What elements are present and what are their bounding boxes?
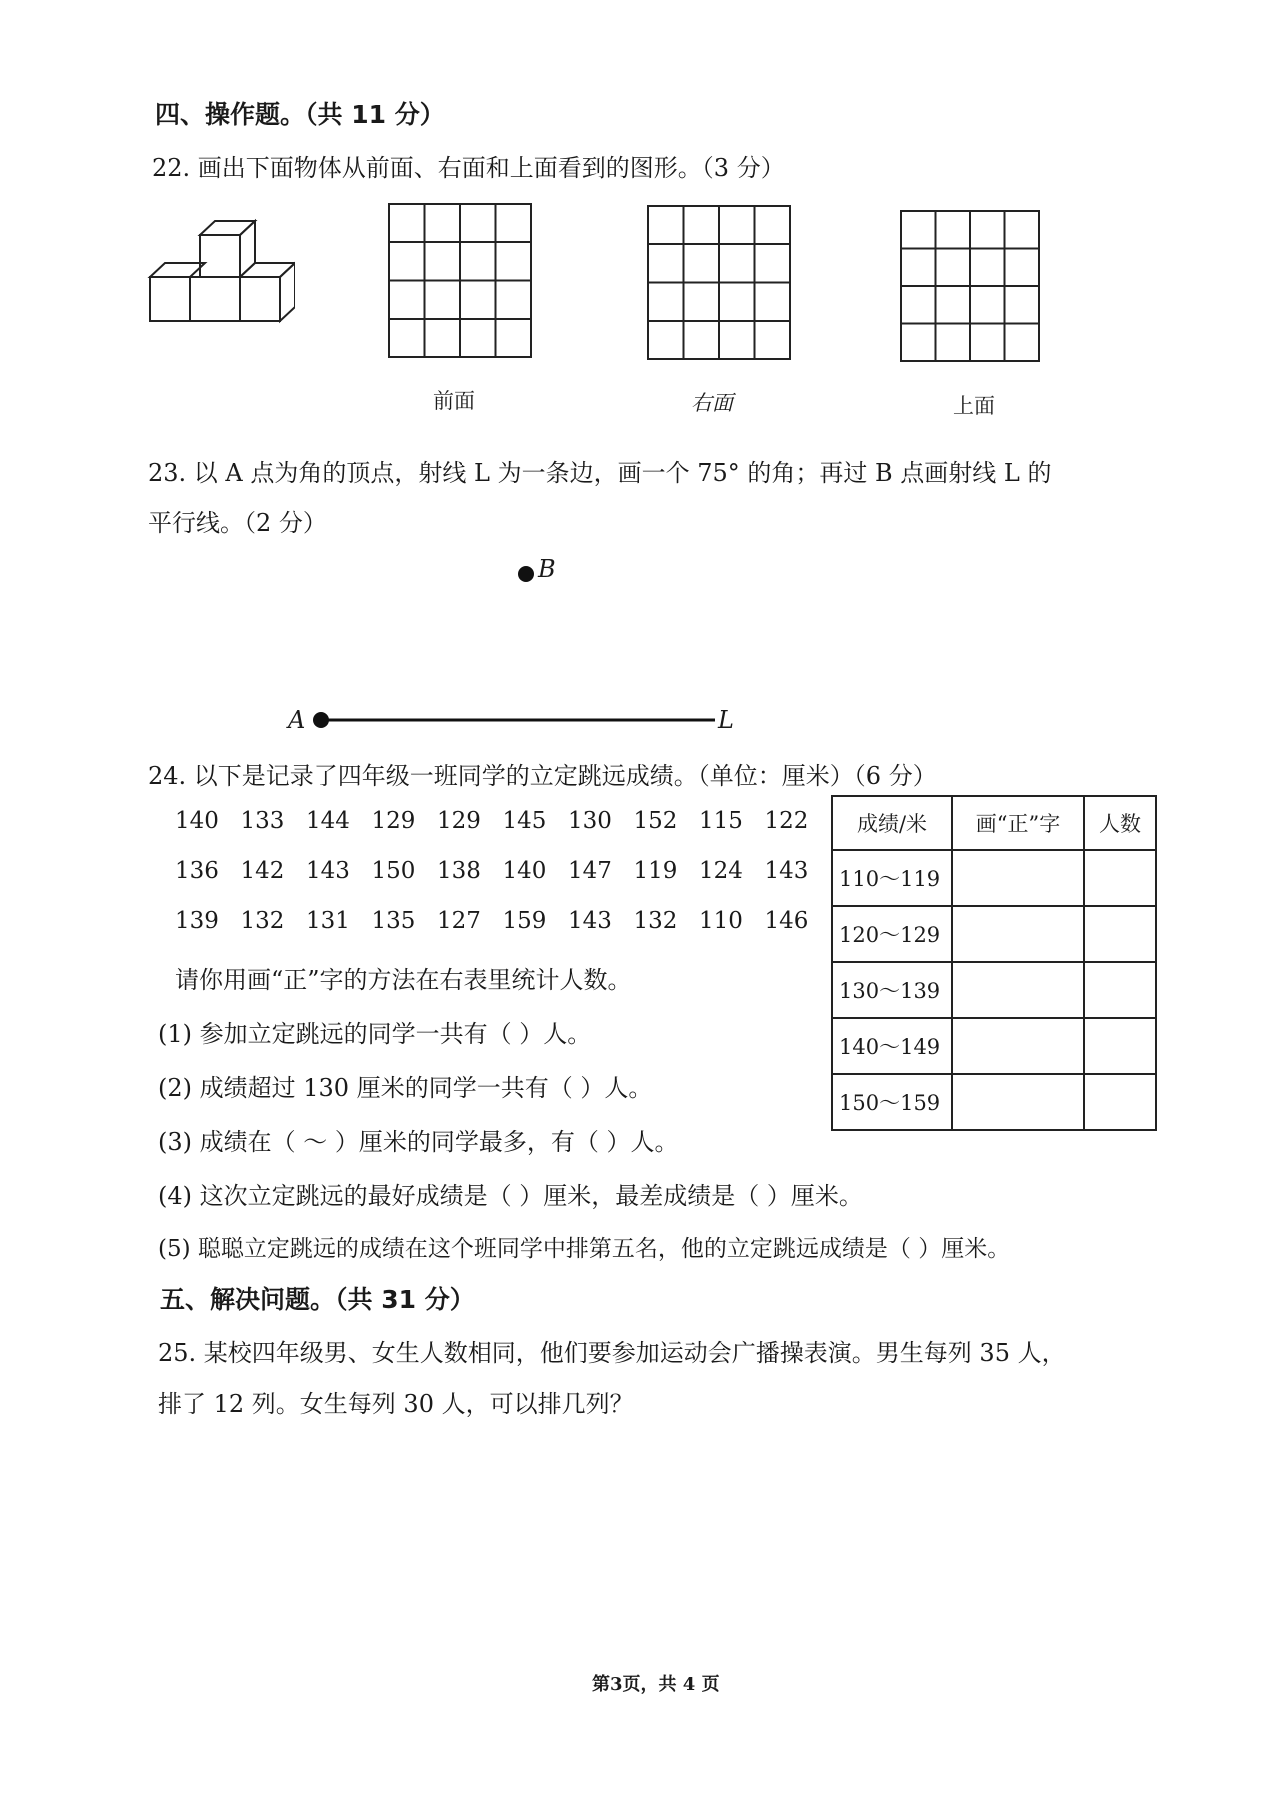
tally-table	[831, 795, 1157, 1131]
value: 142	[240, 858, 285, 884]
tally-cell[interactable]	[952, 962, 1084, 1018]
range-cell: 140～149	[832, 1018, 952, 1074]
data-row-2	[175, 858, 830, 884]
value: 144	[306, 808, 350, 834]
tally-cell[interactable]	[952, 906, 1084, 962]
range-cell: 150～159	[832, 1074, 952, 1130]
range-cell: 110～119	[832, 850, 952, 906]
point-b-label: B	[538, 555, 556, 583]
sub-question-5: (5) 聪聪立定跳远的成绩在这个班同学中排第五名，他的立定跳远成绩是（ ）厘米。	[158, 1236, 1011, 1262]
page-footer: 第3页，共 4 页	[592, 1674, 720, 1695]
question-22: 22. 画出下面物体从前面、右面和上面看到的图形。（3 分）	[152, 154, 785, 182]
header-count: 人数	[1084, 796, 1156, 850]
count-cell[interactable]	[1084, 1018, 1156, 1074]
point-b-dot	[515, 563, 537, 585]
value: 136	[175, 858, 219, 884]
tally-cell[interactable]	[952, 850, 1084, 906]
value: 147	[568, 858, 612, 884]
sub-question-2: (2) 成绩超过 130 厘米的同学一共有（ ）人。	[158, 1074, 653, 1102]
section-title-5: 五、解决问题。（共 31 分）	[160, 1285, 475, 1314]
value: 131	[306, 908, 350, 934]
value: 119	[633, 858, 678, 884]
value: 130	[568, 808, 612, 834]
sub-question-4: (4) 这次立定跳远的最好成绩是（ ）厘米，最差成绩是（ ）厘米。	[158, 1182, 863, 1210]
table-row	[832, 962, 1156, 1018]
value: 124	[699, 858, 743, 884]
question-23-line1: 23. 以 A 点为角的顶点，射线 L 为一条边，画一个 75° 的角；再过 B 点画射线 L 的	[148, 459, 1052, 487]
value: 138	[437, 858, 481, 884]
value: 132	[633, 908, 678, 934]
front-view-grid[interactable]	[388, 203, 532, 358]
cube-solid-figure	[145, 215, 295, 345]
value: 129	[371, 808, 416, 834]
table-row	[832, 1074, 1156, 1130]
header-tally: 画“正”字	[952, 796, 1084, 850]
label-top: 上面	[953, 394, 995, 418]
data-row-3	[175, 908, 830, 934]
value: 110	[699, 908, 743, 934]
value: 133	[240, 808, 285, 834]
label-right: 右面	[691, 391, 733, 415]
value: 143	[764, 858, 809, 884]
value: 150	[371, 858, 416, 884]
range-cell: 130～139	[832, 962, 952, 1018]
tally-cell[interactable]	[952, 1074, 1084, 1130]
data-row-1	[175, 808, 830, 834]
table-row	[832, 850, 1156, 906]
label-front: 前面	[433, 389, 475, 413]
count-cell[interactable]	[1084, 962, 1156, 1018]
sub-question-3: (3) 成绩在（ ～ ）厘米的同学最多，有（ ）人。	[158, 1128, 679, 1156]
value: 135	[371, 908, 416, 934]
header-score: 成绩/米	[832, 796, 952, 850]
ray-l-label: L	[718, 706, 734, 734]
point-a-label: A	[288, 706, 306, 734]
value: 127	[437, 908, 481, 934]
tally-cell[interactable]	[952, 1018, 1084, 1074]
value: 122	[764, 808, 809, 834]
range-cell: 120～129	[832, 906, 952, 962]
value: 140	[175, 808, 219, 834]
value: 132	[240, 908, 285, 934]
value: 146	[764, 908, 809, 934]
sub-question-1: (1) 参加立定跳远的同学一共有（ ）人。	[158, 1020, 592, 1048]
value: 143	[306, 858, 350, 884]
ray-l	[310, 708, 720, 732]
value: 115	[699, 808, 743, 834]
value: 152	[633, 808, 678, 834]
question-25-line2: 排了 12 列。女生每列 30 人，可以排几列？	[158, 1390, 634, 1418]
value: 143	[568, 908, 612, 934]
table-row	[832, 1018, 1156, 1074]
value: 140	[502, 858, 547, 884]
count-cell[interactable]	[1084, 906, 1156, 962]
count-cell[interactable]	[1084, 850, 1156, 906]
top-view-grid[interactable]	[900, 210, 1040, 362]
question-24: 24. 以下是记录了四年级一班同学的立定跳远成绩。（单位：厘米）（6 分）	[148, 762, 937, 790]
value: 159	[502, 908, 547, 934]
question-25-line1: 25. 某校四年级男、女生人数相同，他们要参加运动会广播操表演。男生每列 35 人，	[158, 1339, 1066, 1367]
count-cell[interactable]	[1084, 1074, 1156, 1130]
tally-instruction: 请你用画“正”字的方法在右表里统计人数。	[175, 966, 632, 994]
table-row	[832, 906, 1156, 962]
question-23-line2: 平行线。（2 分）	[148, 509, 327, 537]
right-view-grid[interactable]	[647, 205, 791, 360]
value: 129	[437, 808, 481, 834]
value: 139	[175, 908, 219, 934]
section-title-4: 四、操作题。（共 11 分）	[155, 100, 445, 129]
value: 145	[502, 808, 547, 834]
